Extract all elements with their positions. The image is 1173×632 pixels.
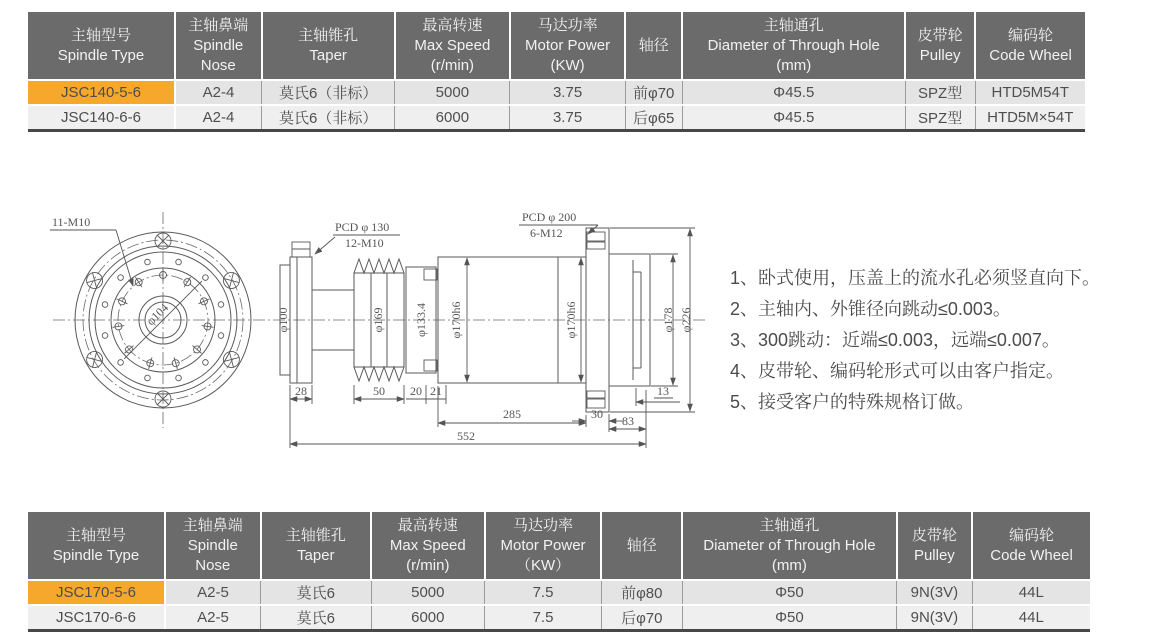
- spec-table-jsc140: [28, 12, 1085, 132]
- pulley-cell: 9N(3V): [897, 580, 972, 605]
- col-header-pulley: [905, 12, 975, 80]
- dim-label-d100: φ100: [276, 307, 290, 333]
- power-cell: 3.75: [510, 80, 625, 105]
- section-view: [273, 210, 706, 448]
- dim-label-13: 13: [657, 384, 669, 398]
- note-item: 1、卧式使用，压盖上的流水孔必须竖直向下。: [730, 268, 1101, 288]
- header-zh: 皮带轮: [911, 526, 957, 544]
- header-en: (KW): [550, 56, 585, 74]
- header-en: Nose: [195, 556, 231, 574]
- header-en: Taper: [297, 546, 335, 564]
- model-cell: JSC170-5-6: [28, 580, 165, 605]
- header-en: Diameter of Through Hole: [703, 536, 876, 554]
- header-en: Spindle Type: [57, 46, 145, 64]
- col-header-spindle-nose: [175, 12, 262, 80]
- col-header-through-hole: [682, 12, 905, 80]
- header-en: （KW）: [515, 556, 571, 574]
- header-zh: 最高转速: [422, 16, 483, 34]
- shaft-cell: 前φ80: [601, 580, 682, 605]
- code-cell: HTD5M54T: [975, 80, 1085, 105]
- col-header-max-speed: [395, 12, 510, 80]
- hole-cell: Φ45.5: [682, 80, 905, 105]
- header-en: Spindle Type: [52, 546, 140, 564]
- dim-label-d133: φ133.4: [414, 303, 428, 337]
- power-cell: 7.5: [485, 580, 602, 605]
- col-header-taper: [262, 12, 395, 80]
- taper-cell: 莫氏6（非标）: [262, 105, 395, 131]
- header-zh: 主轴通孔: [759, 516, 820, 534]
- model-cell: JSC140-5-6: [28, 80, 175, 105]
- dim-label-pcd130: PCD φ 130: [335, 220, 390, 234]
- dim-label-21: 21: [430, 384, 442, 398]
- col-header-motor-power: [485, 512, 602, 580]
- header-zh: 编码轮: [1009, 526, 1055, 544]
- code-cell: HTD5M×54T: [975, 105, 1085, 131]
- header-en: Pulley: [919, 46, 961, 64]
- header-zh: 马达功率: [537, 16, 598, 34]
- dim-label-285: 285: [503, 407, 521, 421]
- header-zh: 主轴型号: [70, 26, 131, 44]
- hole-cell: Φ45.5: [682, 105, 905, 131]
- header-zh: 轴径: [638, 36, 669, 54]
- table-row: [28, 105, 1085, 131]
- note-item: 4、皮带轮、编码轮形式可以由客户指定。: [730, 361, 1065, 381]
- header-zh: 编码轮: [1008, 26, 1054, 44]
- header-zh: 主轴通孔: [763, 16, 824, 34]
- dim-label-d169: φ169: [371, 307, 385, 333]
- col-header-taper: [261, 512, 371, 580]
- speed-cell: 5000: [395, 80, 510, 105]
- header-en: Diameter of Through Hole: [707, 36, 880, 54]
- model-cell: JSC170-6-6: [28, 605, 165, 631]
- header-en: Max Speed: [414, 36, 491, 54]
- col-header-motor-power: [510, 12, 625, 80]
- power-cell: 7.5: [485, 605, 602, 631]
- header-en: Spindle: [187, 536, 238, 554]
- taper-cell: 莫氏6（非标）: [262, 80, 395, 105]
- hole-cell: Φ50: [682, 605, 897, 631]
- dim-label-6-m12: 6-M12: [530, 226, 563, 240]
- shaft-cell: 前φ70: [625, 80, 682, 105]
- note-item: 3、300跳动：近端≤0.003，远端≤0.007。: [730, 330, 1060, 350]
- nose-cell: A2-4: [175, 105, 262, 131]
- code-cell: 44L: [972, 605, 1090, 631]
- shaft-cell: 后φ65: [625, 105, 682, 131]
- header-zh: 主轴锥孔: [298, 26, 359, 44]
- taper-cell: 莫氏6: [261, 605, 371, 631]
- header-en: (r/min): [430, 56, 475, 74]
- notes-list: [730, 263, 1173, 418]
- front-view: [50, 212, 273, 428]
- dim-label-12-m10: 12-M10: [345, 236, 384, 250]
- dim-label-20: 20: [410, 384, 422, 398]
- hole-cell: Φ50: [682, 580, 897, 605]
- nose-cell: A2-4: [175, 80, 262, 105]
- col-header-shaft-dia: [625, 12, 682, 80]
- dim-label-d170b: φ170h6: [564, 301, 578, 339]
- header-zh: 主轴型号: [65, 526, 126, 544]
- shaft-cell: 后φ70: [601, 605, 682, 631]
- col-header-code-wheel: [975, 12, 1085, 80]
- header-en: Motor Power: [525, 36, 611, 54]
- power-cell: 3.75: [510, 105, 625, 131]
- note-item: 2、主轴内、外锥径向跳动≤0.003。: [730, 299, 1011, 319]
- table-row: [28, 605, 1090, 631]
- col-header-spindle-type: [28, 512, 165, 580]
- header-en: Code Wheel: [989, 46, 1072, 64]
- header-zh: 主轴鼻端: [182, 516, 243, 534]
- header-zh: 主轴锥孔: [285, 526, 346, 544]
- header-zh: 皮带轮: [917, 26, 963, 44]
- dim-label-d226: φ226: [679, 307, 693, 333]
- header-en: Pulley: [913, 546, 955, 564]
- header-en: Motor Power: [500, 536, 586, 554]
- col-header-spindle-nose: [165, 512, 261, 580]
- header-en: Code Wheel: [990, 546, 1073, 564]
- header-en: Spindle: [193, 36, 244, 54]
- speed-cell: 5000: [371, 580, 485, 605]
- header-zh: 主轴鼻端: [188, 16, 249, 34]
- dim-label-83: 83: [622, 414, 634, 428]
- header-zh: 最高转速: [397, 516, 458, 534]
- pulley-cell: 9N(3V): [897, 605, 972, 631]
- col-header-max-speed: [371, 512, 485, 580]
- speed-cell: 6000: [371, 605, 485, 631]
- table-row: [28, 80, 1085, 105]
- header-zh: 马达功率: [513, 516, 574, 534]
- dim-bore-diameter: [114, 271, 202, 359]
- header-en: (mm): [776, 56, 812, 74]
- dim-label-11-m10: 11-M10: [52, 215, 91, 229]
- dim-label-552: 552: [457, 429, 475, 443]
- col-header-pulley: [897, 512, 972, 580]
- spec-table-jsc170: [28, 512, 1090, 632]
- col-header-code-wheel: [972, 512, 1090, 580]
- header-en: Nose: [200, 56, 236, 74]
- dim-label-28: 28: [295, 384, 307, 398]
- technical-drawing: [30, 190, 730, 460]
- note-item: 5、接受客户的特殊规格订做。: [730, 392, 975, 412]
- taper-cell: 莫氏6: [261, 580, 371, 605]
- dim-label-50: 50: [373, 384, 385, 398]
- header-en: Max Speed: [389, 536, 466, 554]
- pulley-cell: SPZ型: [905, 80, 975, 105]
- header-en: (r/min): [406, 556, 450, 574]
- code-cell: 44L: [972, 580, 1090, 605]
- header-en: (mm): [771, 556, 807, 574]
- dim-label-d170a: φ170h6: [449, 301, 463, 339]
- table-row: [28, 580, 1090, 605]
- pulley-cell: SPZ型: [905, 105, 975, 131]
- speed-cell: 6000: [395, 105, 510, 131]
- nose-cell: A2-5: [165, 580, 261, 605]
- dim-label-d104: φ104: [143, 300, 172, 329]
- model-cell: JSC140-6-6: [28, 105, 175, 131]
- header-en: Taper: [309, 46, 347, 64]
- col-header-spindle-type: [28, 12, 175, 80]
- dim-label-d178: φ178: [661, 307, 675, 333]
- col-header-shaft-dia: [601, 512, 682, 580]
- nose-cell: A2-5: [165, 605, 261, 631]
- dim-label-30: 30: [591, 407, 603, 421]
- col-header-through-hole: [682, 512, 897, 580]
- header-zh: 轴径: [626, 536, 657, 554]
- dim-label-pcd200: PCD φ 200: [522, 210, 577, 224]
